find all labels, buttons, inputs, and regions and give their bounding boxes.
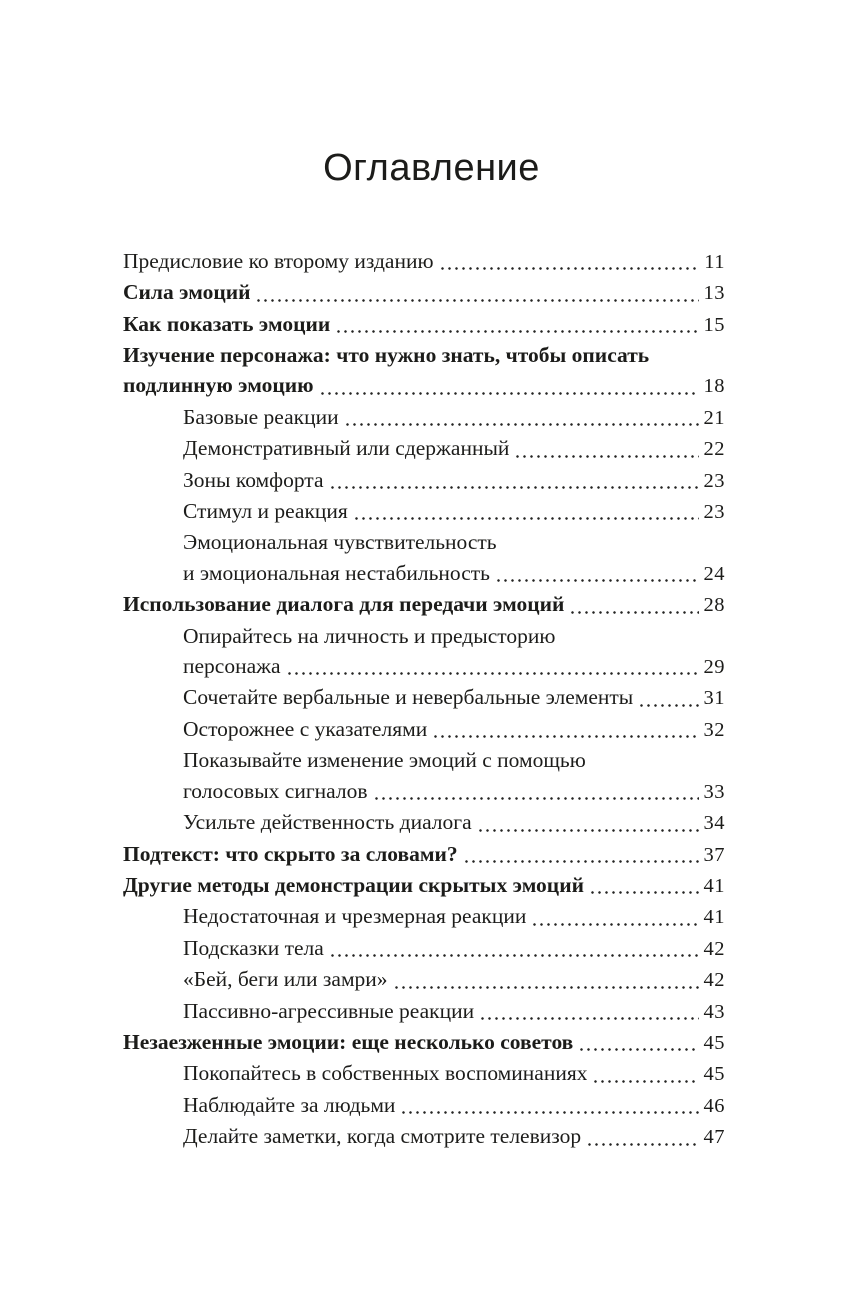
toc-page-number: 13 [703, 282, 725, 305]
toc-entry-line [123, 433, 725, 464]
toc-entry [123, 839, 725, 870]
toc-leader-dots [578, 1048, 698, 1051]
toc-leader-dots [463, 860, 699, 863]
toc-page-number: 22 [703, 438, 725, 461]
toc-entry-line [123, 496, 725, 527]
toc-entry-text: Делайте заметки, когда смотрите телевизор [183, 1124, 582, 1149]
toc-entry [123, 964, 725, 995]
toc-entry-line [123, 277, 725, 308]
toc-entry-text: Наблюдайте за людьми [183, 1092, 396, 1117]
toc-page-number: 23 [703, 469, 725, 492]
toc-leader-dots [638, 704, 698, 707]
toc-entry [123, 1027, 725, 1058]
toc-entry [123, 745, 725, 807]
toc-entry-line [123, 370, 725, 401]
toc-leader-dots [569, 611, 698, 614]
toc-entry-text: голосовых сигналов [183, 778, 368, 803]
toc-entry [123, 870, 725, 901]
toc-entry-text: Использование диалога для передачи эмоций [123, 592, 565, 617]
toc-entry-text: подлинную эмоцию [123, 373, 314, 398]
toc-entry-line [123, 558, 725, 589]
toc-page-number: 29 [703, 656, 725, 679]
toc-entry-text: Демонстративный или сдержанный [183, 436, 510, 461]
toc-entry-line [123, 901, 725, 932]
toc-leader-dots [329, 486, 699, 489]
toc-entry-text: Опирайтесь на личность и предысторию [183, 623, 556, 648]
toc-entry-line [123, 745, 725, 775]
toc-list [123, 246, 725, 1153]
page-title: Оглавление [323, 147, 540, 189]
toc-entry-line [123, 776, 725, 807]
toc-leader-dots [286, 672, 699, 675]
toc-page-number: 28 [703, 594, 725, 617]
toc-page-number: 33 [703, 780, 725, 803]
toc-entry-text: Изучение персонажа: что нужно знать, чтобы описать [123, 343, 650, 368]
toc-entry-line [123, 807, 725, 838]
toc-page-number: 47 [703, 1126, 725, 1149]
toc-entry-line [123, 1090, 725, 1121]
toc-entry [123, 246, 725, 277]
toc-entry [123, 1121, 725, 1152]
toc-entry [123, 1058, 725, 1089]
toc-page-number: 46 [703, 1094, 725, 1117]
toc-entry [123, 433, 725, 464]
toc-leader-dots [592, 1080, 698, 1083]
toc-page-number: 41 [703, 874, 725, 897]
toc-entry-text: Эмоциональная чувствительность [183, 530, 497, 555]
toc-leader-dots [432, 735, 698, 738]
toc-entry-text: Незаезженные эмоции: еще несколько советов [123, 1029, 574, 1054]
toc-entry-text: Подтекст: что скрыто за словами? [123, 841, 458, 866]
toc-leader-dots [514, 455, 698, 458]
toc-entry [123, 933, 725, 964]
toc-leader-dots [329, 954, 699, 957]
toc-entry-text: и эмоциональная нестабильность [183, 560, 490, 585]
toc-entry-line [123, 682, 725, 713]
toc-entry-line [123, 1121, 725, 1152]
toc-page-number: 15 [703, 313, 725, 336]
toc-entry [123, 309, 725, 340]
toc-leader-dots [335, 330, 698, 333]
toc-leader-dots [477, 829, 699, 832]
toc-entry [123, 1090, 725, 1121]
toc-entry [123, 465, 725, 496]
toc-entry [123, 901, 725, 932]
toc-page-number: 32 [703, 718, 725, 741]
toc-entry-text: Зоны комфорта [183, 467, 324, 492]
toc-entry-line [123, 839, 725, 870]
toc-leader-dots [589, 891, 699, 894]
toc-page-number: 18 [703, 375, 725, 398]
toc-entry-text: Покопайтесь в собственных воспоминаниях [183, 1061, 588, 1086]
toc-entry-text: Недостаточная и чрезмерная реакции [183, 904, 527, 929]
toc-leader-dots [373, 797, 699, 800]
toc-entry-text: Сочетайте вербальные и невербальные элементы [183, 685, 634, 710]
toc-entry-line [123, 589, 725, 620]
toc-leader-dots [479, 1017, 698, 1020]
toc-entry [123, 807, 725, 838]
toc-page-number: 45 [703, 1031, 725, 1054]
toc-page-number: 41 [703, 906, 725, 929]
toc-entry-text: Усильте действенность диалога [183, 810, 472, 835]
toc-entry-line [123, 621, 725, 651]
toc-entry [123, 621, 725, 683]
toc-entry-text: Другие методы демонстрации скрытых эмоций [123, 872, 584, 897]
toc-leader-dots [393, 986, 699, 989]
toc-page-number: 42 [703, 937, 725, 960]
toc-entry-text: Подсказки тела [183, 935, 324, 960]
toc-entry-line [123, 340, 725, 370]
toc-page-number: 23 [703, 501, 725, 524]
toc-entry-line [123, 996, 725, 1027]
toc-entry-line [123, 870, 725, 901]
toc-entry [123, 996, 725, 1027]
toc-entry-line [123, 964, 725, 995]
toc-leader-dots [495, 579, 699, 582]
toc-entry [123, 527, 725, 589]
toc-entry-line [123, 1027, 725, 1058]
toc-entry-line [123, 309, 725, 340]
toc-leader-dots [439, 267, 700, 270]
toc-page-number: 45 [703, 1063, 725, 1086]
toc-page-number: 11 [704, 250, 725, 273]
toc-entry-text: Показывайте изменение эмоций с помощью [183, 748, 586, 773]
toc-entry-text: персонажа [183, 654, 281, 679]
toc-entry-line [123, 527, 725, 557]
toc-entry [123, 340, 725, 402]
toc-leader-dots [255, 299, 698, 302]
toc-leader-dots [531, 923, 698, 926]
toc-leader-dots [400, 1111, 698, 1114]
toc-leader-dots [353, 517, 699, 520]
toc-entry-text: Осторожнее с указателями [183, 716, 428, 741]
toc-entry [123, 714, 725, 745]
toc-entry [123, 496, 725, 527]
toc-entry-text: Сила эмоций [123, 280, 251, 305]
toc-entry [123, 277, 725, 308]
toc-entry-line [123, 1058, 725, 1089]
toc-entry-line [123, 402, 725, 433]
toc-entry-line [123, 246, 725, 277]
toc-leader-dots [319, 392, 699, 395]
toc-page-number: 42 [703, 969, 725, 992]
toc-entry [123, 682, 725, 713]
toc-page-number: 43 [703, 1000, 725, 1023]
toc-entry-line [123, 933, 725, 964]
toc-page-number: 21 [703, 406, 725, 429]
toc-entry [123, 402, 725, 433]
toc-page-number: 34 [703, 812, 725, 835]
toc-entry-line [123, 651, 725, 682]
toc-entry-text: Предисловие ко второму изданию [123, 248, 434, 273]
toc-entry-text: Базовые реакции [183, 404, 339, 429]
toc-entry [123, 589, 725, 620]
toc-leader-dots [586, 1143, 698, 1146]
toc-leader-dots [344, 423, 699, 426]
toc-entry-text: Пассивно-агрессивные реакции [183, 998, 475, 1023]
toc-entry-text: «Бей, беги или замри» [183, 967, 388, 992]
toc-entry-text: Как показать эмоции [123, 311, 331, 336]
toc-page-number: 31 [703, 687, 725, 710]
toc-page-number: 24 [703, 562, 725, 585]
toc-page-number: 37 [703, 843, 725, 866]
toc-entry-text: Стимул и реакция [183, 499, 348, 524]
toc-entry-line [123, 714, 725, 745]
toc-entry-line [123, 465, 725, 496]
